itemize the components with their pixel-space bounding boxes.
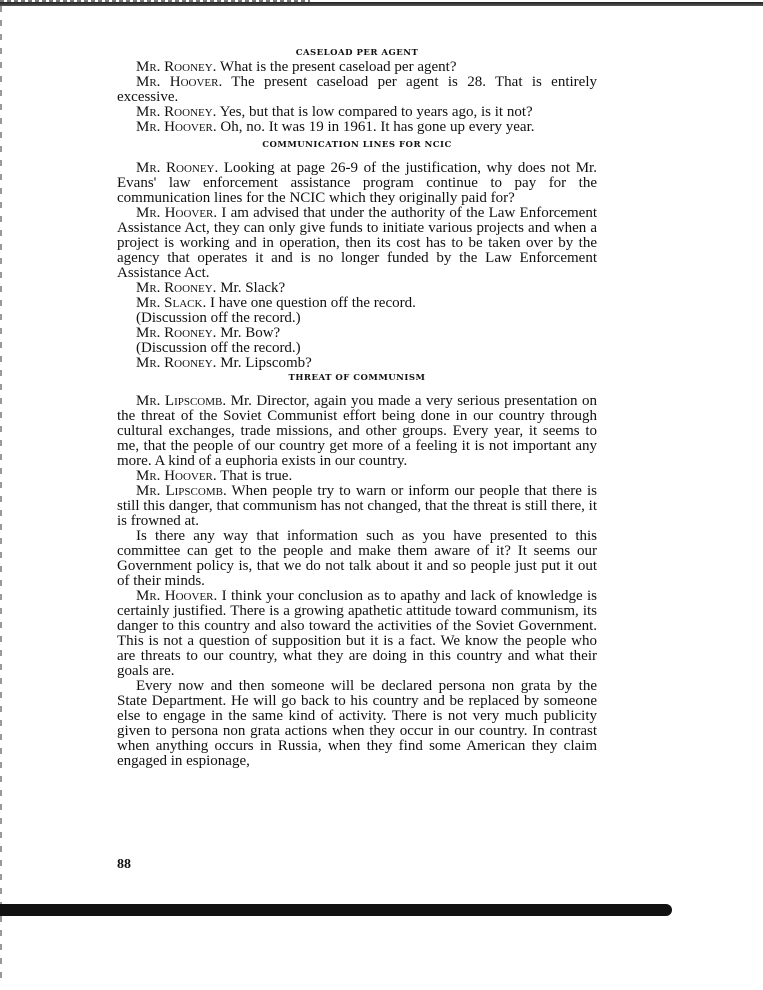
speaker-name: Mr. Hoover. [136,468,217,484]
paragraph [117,484,597,529]
speaker-name: Mr. Rooney. [136,325,217,341]
paragraph-text: When people try to warn or inform our people that there is still this danger, that communism has not changed, that the threat is still there, it is frowned at. [117,483,597,529]
paragraph-text: What is the present caseload per agent? [216,59,457,75]
section-heading: CASELOAD PER AGENT [295,48,419,58]
paragraph [117,326,597,341]
paragraph-text: Oh, no. It was 19 in 1961. It has gone up every year. [216,119,535,135]
speaker-name: Mr. Rooney. [136,59,217,75]
paragraph [117,75,597,105]
paragraph-text: Mr. Slack? [216,280,286,296]
paragraph [117,206,597,281]
paragraph [117,296,597,311]
paragraph [117,60,597,75]
section-caseload [117,46,597,135]
paragraph-text: Every now and then someone will be declared persona non grata by the State Department. He will go back to his country and be replaced by someone else to engage in the same kind of activity. There is not very much publicity given to persona non grata actions when they occur in our country. In contrast when anything occurs in Russia, when they find some American they claim engaged in espionage, [117,678,597,769]
paragraph-text: Is there any way that information such as you have presented to this committee can get to the people and make them aware of it? It seems our Government policy is, that we do not talk about it and so people just put it out of their minds. [117,528,597,589]
speaker-name: Mr. Hoover. [136,588,218,604]
paragraph [117,356,597,371]
section-ncic [117,138,597,371]
page-body [117,46,597,769]
paragraph-text: That is true. [216,468,293,484]
speaker-name: Mr. Lipscomb. [136,393,227,409]
paragraph-text: Mr. Lipscomb? [216,355,312,371]
speaker-name: Mr. Lipscomb. [136,483,227,499]
section-heading: COMMUNICATION LINES FOR NCIC [262,140,452,150]
speaker-name: Mr. Rooney. [136,280,217,296]
paragraph-text: Mr. Bow? [216,325,281,341]
speaker-name: Mr. Hoover. [136,205,218,221]
paragraph-text: I am advised that under the authority of the Law Enforcement Assistance Act, they can only give funds to initiate various projects and when a project is working and in operation, then its cost has to be taken over by the agency that operates it and is no longer funded by the Law Enforcement Assistance Act. [117,205,597,281]
paragraph-text: (Discussion off the record.) [136,340,301,356]
paragraph-text: Yes, but that is low compared to years ago, is it not? [216,104,533,120]
paragraph-text: I think your conclusion as to apathy and lack of knowledge is certainly justified. There is a growing apathetic attitude toward communism, its danger to this country and also toward the activities of the Soviet Government. This is not a question of supposition but it is a fact. We know the people who are threats to our country, what they are doing in this country and what their goals are. [117,588,597,679]
paragraph-text: (Discussion off the record.) [136,310,301,326]
speaker-name: Mr. Slack. [136,295,207,311]
section-heading: THREAT OF COMMUNISM [288,373,426,383]
paragraph [117,161,597,206]
paragraph [117,105,597,120]
bottom-border-rule [0,904,672,916]
paragraph [117,281,597,296]
paragraph-text: I have one question off the record. [206,295,416,311]
paragraph-text: The present caseload per agent is 28. That is entirely excessive. [117,74,597,105]
speaker-name: Mr. Hoover. [136,119,217,135]
paragraph-text: Looking at page 26-9 of the justification, why does not Mr. Evans' law enforcement assistance program continue to pay for the communication lines for the NCIC which they originally paid for? [117,160,597,206]
paragraph [117,529,597,589]
paragraph [117,589,597,679]
speaker-name: Mr. Rooney. [136,355,217,371]
paragraph [117,469,597,484]
paragraph [117,394,597,469]
top-border-rule [0,2,763,6]
paragraph [117,679,597,769]
speaker-name: Mr. Hoover. [136,74,223,90]
paragraph-text: Mr. Director, again you made a very serious presentation on the threat of the Soviet Communist effort being done in our country through cultural exchanges, trade missions, and other groups. Every year, it seems to me, that the people of our country get more of a feeling it is not important any more. A kind of a euphoria exists in our country. [117,393,597,469]
paragraph [117,311,597,326]
paragraph [117,341,597,356]
paragraph [117,120,597,135]
speaker-name: Mr. Rooney. [136,104,217,120]
speaker-name: Mr. Rooney. [136,160,219,176]
section-communism [117,371,597,769]
left-scan-edge [0,6,2,986]
page-number: 88 [117,857,131,872]
